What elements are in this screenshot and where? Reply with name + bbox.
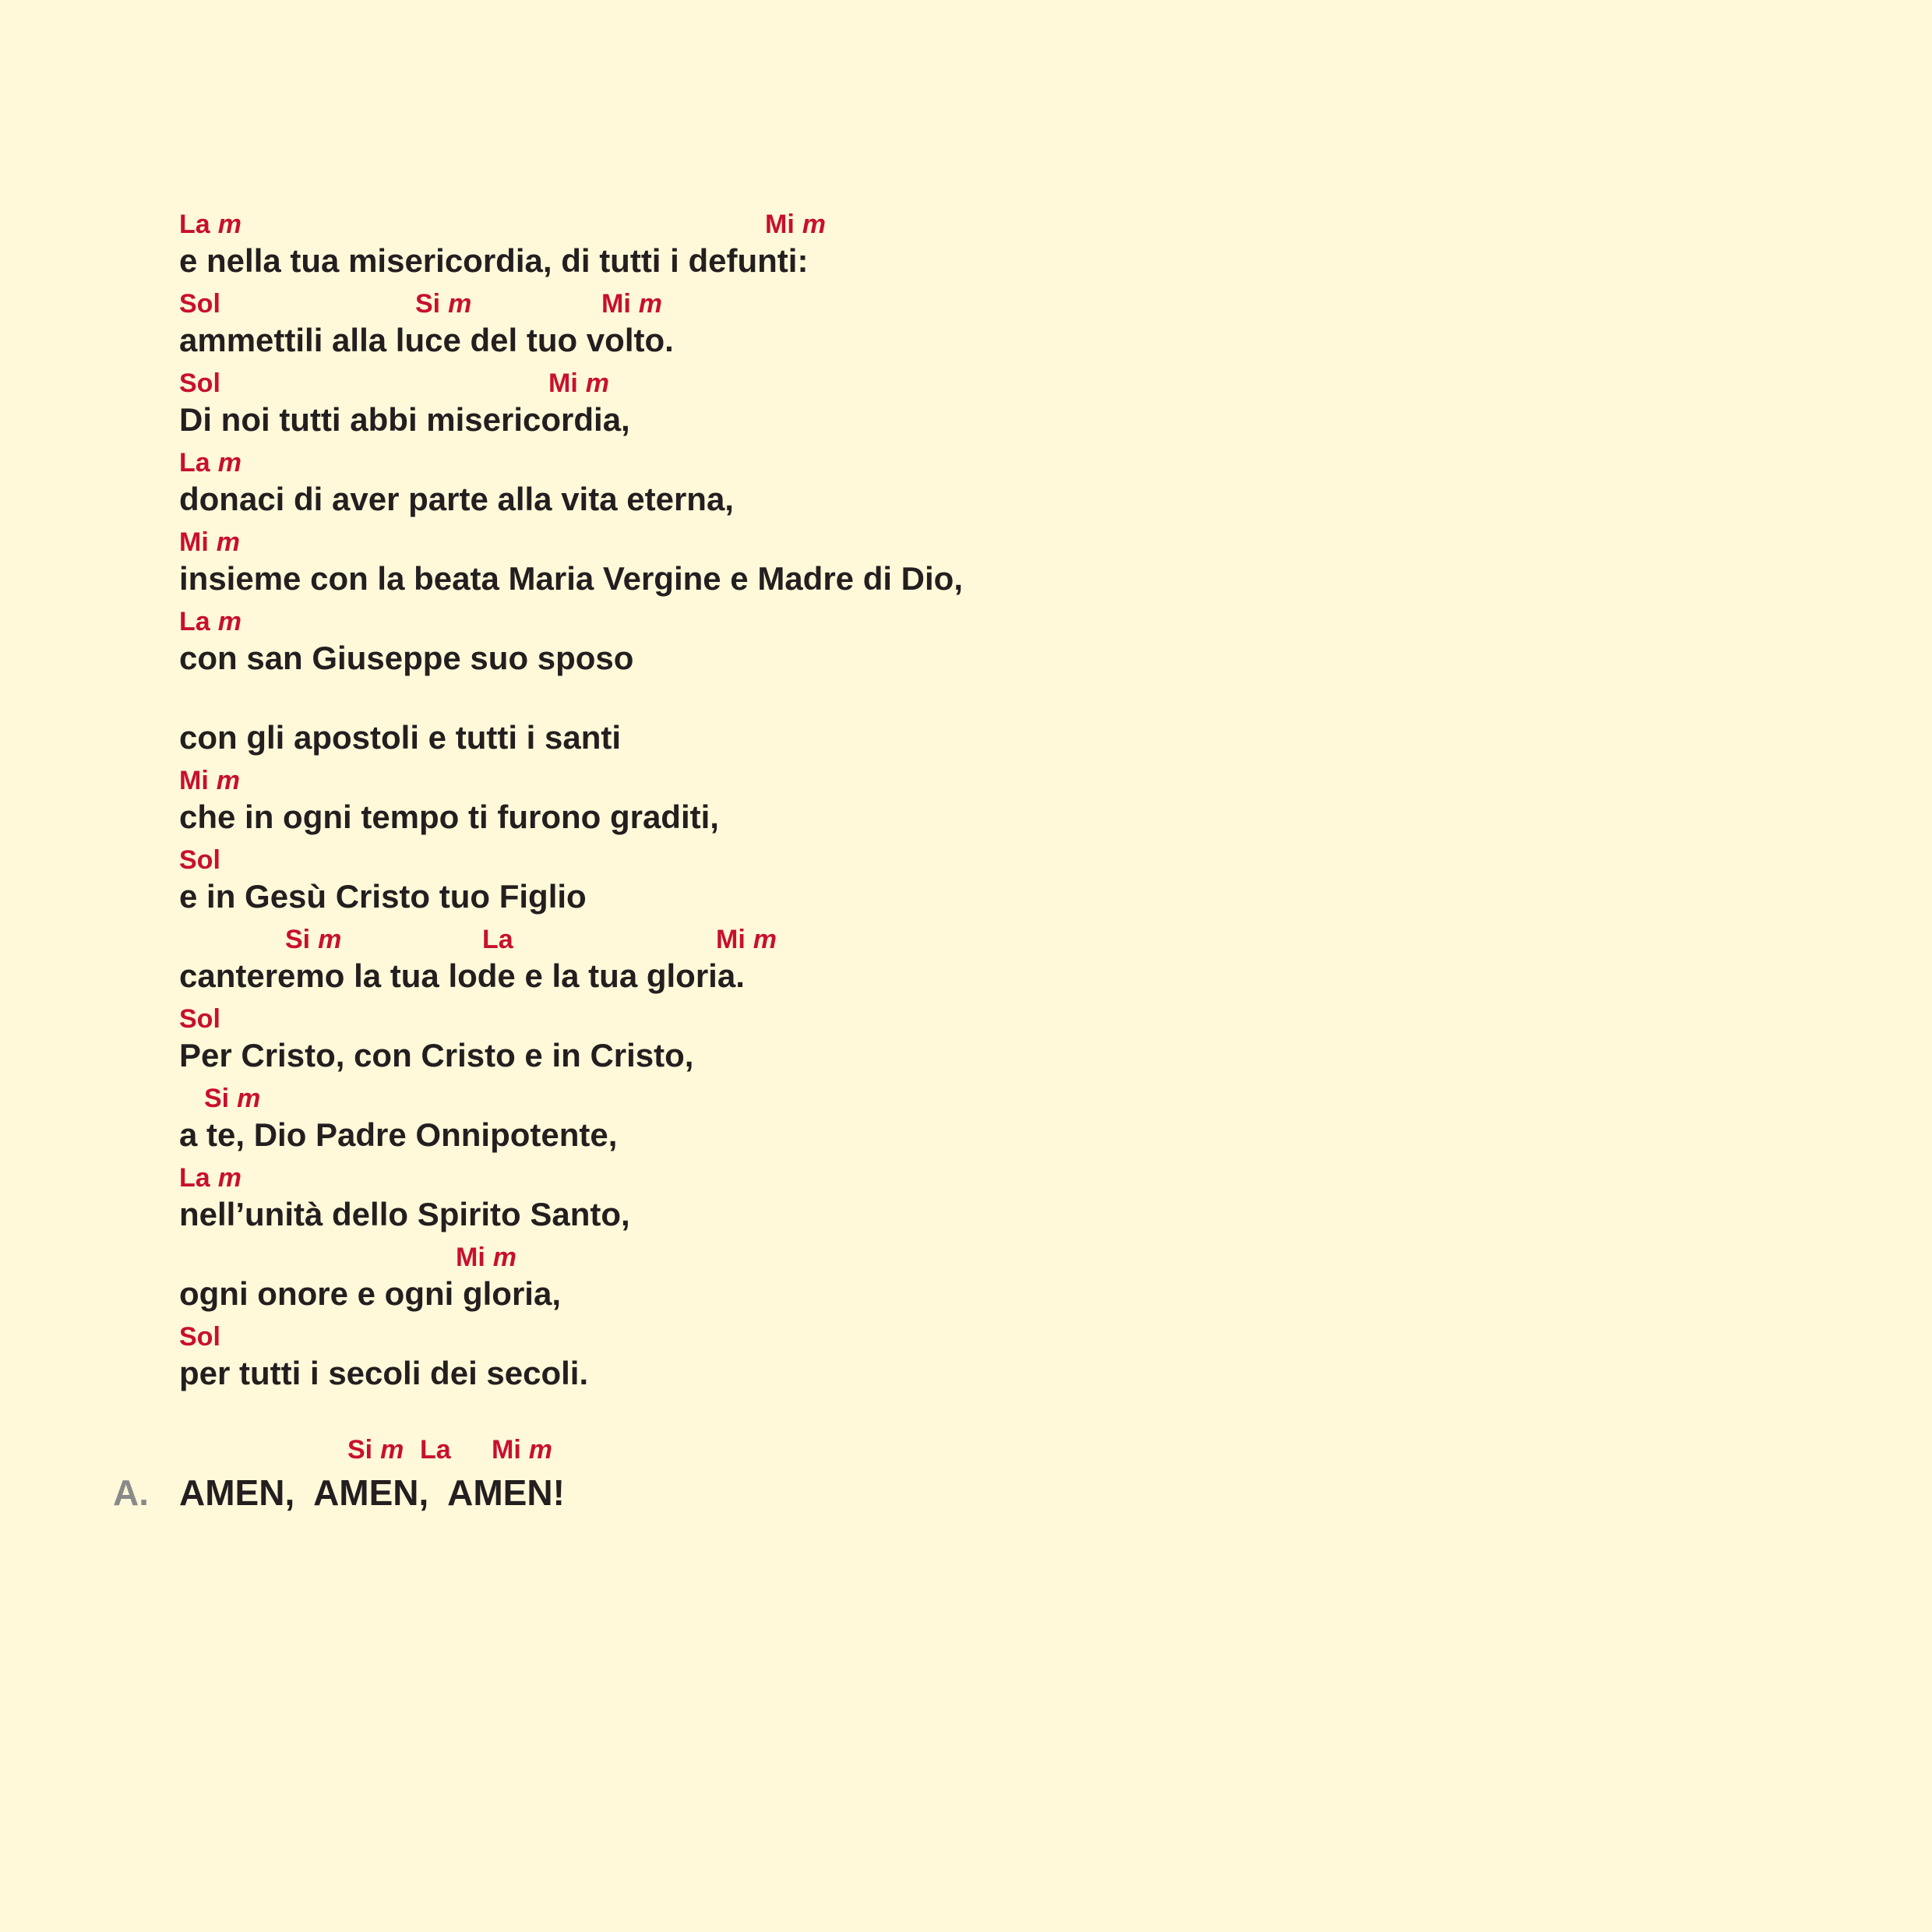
chord: Si m — [285, 925, 342, 954]
verse-line — [179, 922, 1815, 1001]
chord: Mi m — [456, 1243, 517, 1272]
verse-line — [179, 763, 1815, 842]
chord: Mi m — [548, 368, 610, 398]
chord: Si m — [204, 1084, 261, 1113]
chord: Si m — [347, 1435, 404, 1465]
lyric-text: e nella tua misericordia, di tutti i defunti: — [179, 242, 809, 279]
chord: Mi m — [492, 1435, 553, 1465]
verse-line — [179, 1081, 1815, 1160]
verse-line — [179, 524, 1815, 604]
verse-line — [179, 1239, 1815, 1319]
lyric-text: con san Giuseppe suo sposo — [179, 640, 634, 676]
lyric-text: donaci di aver parte alla vita eterna, — [179, 481, 734, 517]
assembly-response — [113, 1432, 892, 1518]
lyric-text: ammettili alla luce del tuo volto. — [179, 322, 674, 358]
response-label: A. — [113, 1472, 149, 1513]
chord: Mi m — [179, 766, 241, 795]
lyric-text: con gli apostoli e tutti i santi — [179, 719, 622, 756]
chord: La — [420, 1435, 451, 1465]
chord: Sol — [179, 1322, 220, 1352]
verse-line — [179, 445, 1815, 524]
chord: La m — [179, 607, 242, 636]
chord: Mi m — [716, 925, 777, 954]
lyric-text: Di noi tutti abbi misericordia, — [179, 401, 630, 438]
verse-line — [179, 1160, 1815, 1239]
chord: La — [482, 925, 513, 954]
chord: La m — [179, 210, 242, 239]
lyric-text: ogni onore e ogni gloria, — [179, 1275, 561, 1312]
chord: La m — [179, 1163, 242, 1193]
lyric-text: per tutti i secoli dei secoli. — [179, 1355, 589, 1391]
verse-line — [179, 1001, 1815, 1081]
chord: Mi m — [601, 289, 663, 319]
lyric-text: nell’unità dello Spirito Santo, — [179, 1196, 630, 1232]
verse-line — [179, 1319, 1815, 1398]
chord: La m — [179, 448, 242, 478]
chord: Mi m — [765, 210, 827, 239]
verse-line — [179, 604, 1815, 683]
chord: Mi m — [179, 527, 241, 557]
chord: Sol — [179, 289, 220, 319]
amen-text: AMEN, AMEN, AMEN! — [179, 1472, 565, 1513]
lyric-text: a te, Dio Padre Onnipotente, — [179, 1116, 618, 1153]
chord-row — [179, 1432, 958, 1468]
verse-line — [179, 286, 1815, 365]
lyric-text: insieme con la beata Maria Vergine e Madre di Dio, — [179, 560, 964, 597]
verse-line — [179, 683, 1815, 763]
lyric-text: che in ogni tempo ti furono graditi, — [179, 799, 719, 835]
chord: Sol — [179, 1004, 220, 1034]
lyric-text: e in Gesù Cristo tuo Figlio — [179, 878, 587, 915]
chord: Sol — [179, 845, 220, 875]
verse-line — [179, 842, 1815, 922]
verse-line — [179, 206, 1815, 286]
chord: Sol — [179, 368, 220, 398]
chord: Si m — [415, 289, 472, 319]
lyric-text: Per Cristo, con Cristo e in Cristo, — [179, 1037, 694, 1074]
verse-line — [179, 365, 1815, 445]
lyric-text: canteremo la tua lode e la tua gloria. — [179, 957, 745, 994]
